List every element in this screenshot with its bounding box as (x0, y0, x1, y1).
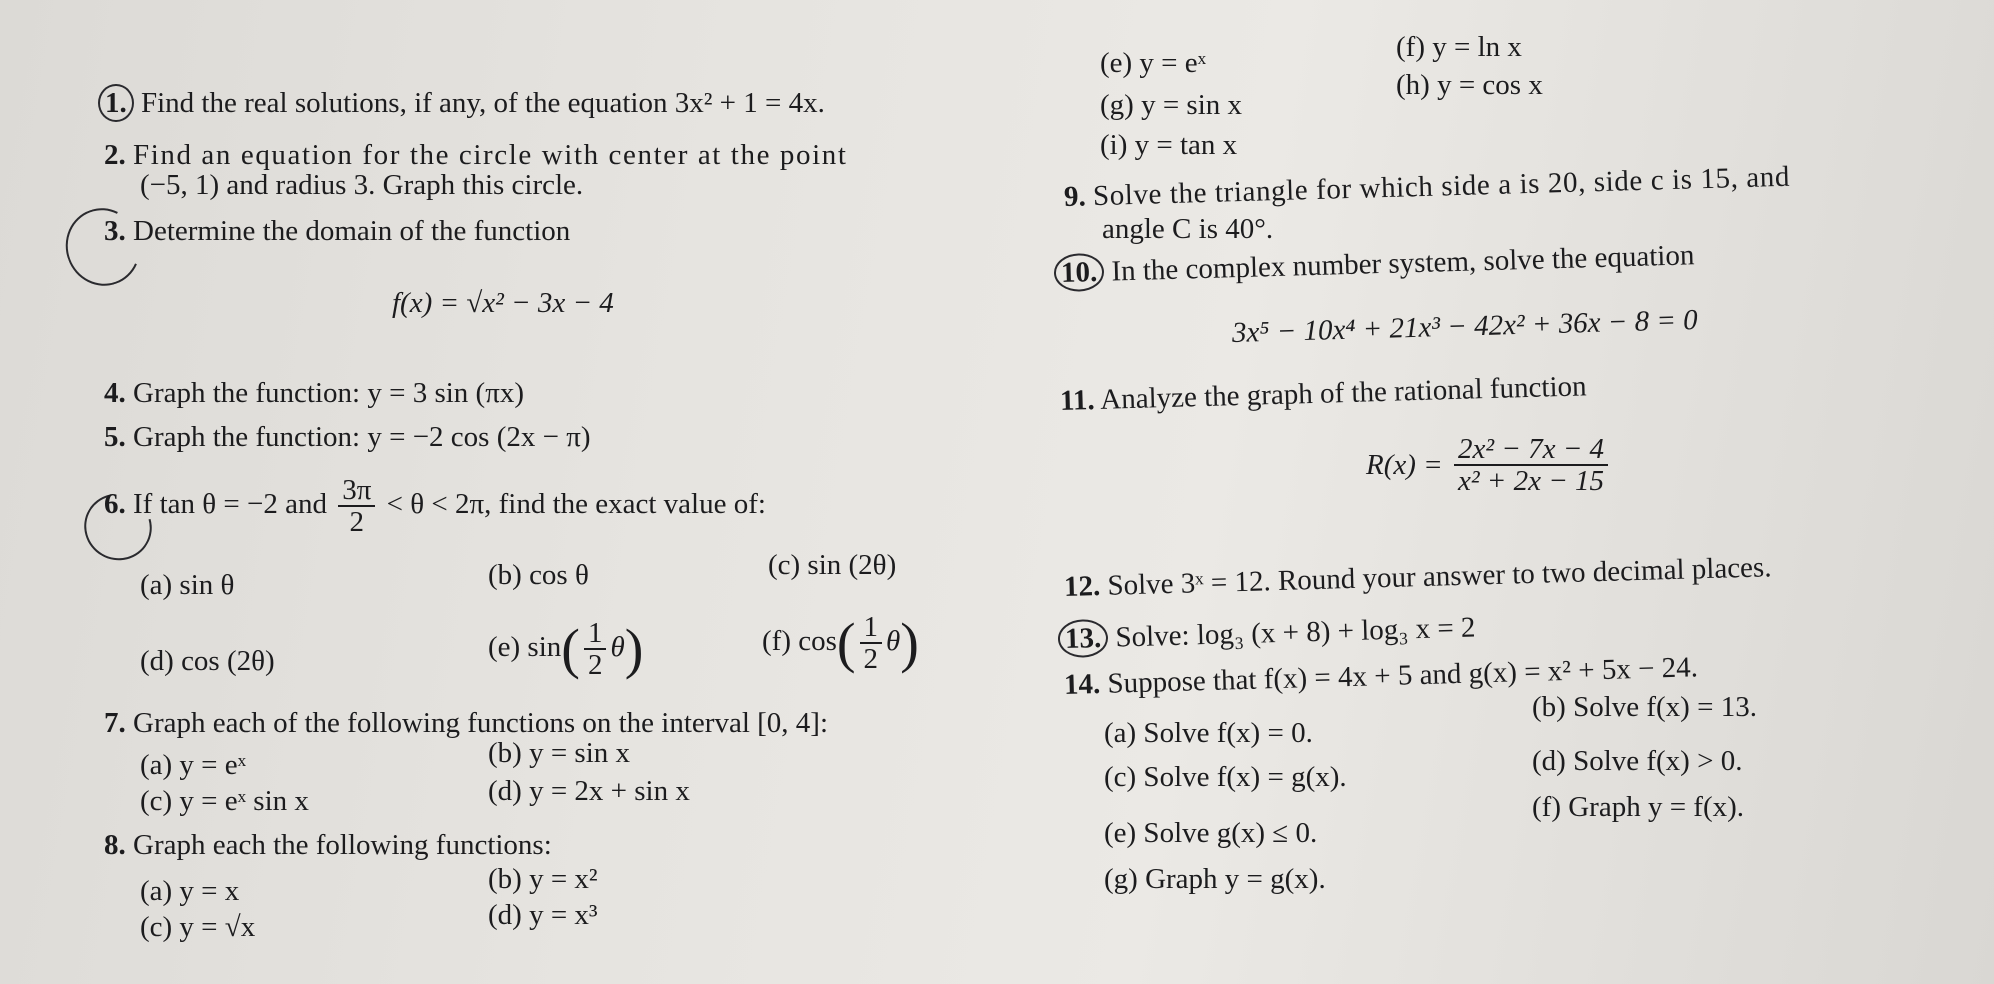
problem-text-tail: < θ < 2π, find the exact value of: (386, 488, 766, 520)
problem-8 (104, 828, 552, 862)
part-7c: (c) y = eˣ sin x (140, 785, 309, 817)
part-14g: (g) Graph y = g(x). (1104, 863, 1326, 895)
problem-6 (104, 474, 766, 537)
part-7b: (b) y = sin x (488, 737, 631, 769)
problem-number: 1. (98, 84, 134, 122)
problem-3 (104, 214, 570, 248)
problem-13 (1063, 609, 1475, 658)
problem-text: Find the real solutions, if any, of the equation 3x² + 1 = 4x. (141, 87, 825, 119)
part-6e: (e) sin( $\frac{1}{2}$ θ) (488, 617, 644, 682)
problem-text: Graph the function: y = −2 cos (2x − π) (133, 421, 591, 453)
rational-fraction (1454, 434, 1608, 496)
part-6a: (a) sin θ (140, 569, 235, 601)
problem-text: Graph each of the following functions on the interval [0, 4]: (133, 707, 828, 739)
domain-formula: f(x) = √x² − 3x − 4 (392, 287, 614, 319)
one-half: $\frac{1}{2}$ (860, 612, 883, 674)
part-6c: (c) sin (2θ) (768, 549, 897, 581)
problem-text: Analyze the graph of the rational function (1099, 370, 1587, 416)
problem-number: 5. (104, 421, 126, 453)
part-14d: (d) Solve f(x) > 0. (1532, 745, 1743, 777)
problem-text: In the complex number system, solve the equation (1111, 239, 1695, 288)
problem-number: 7. (104, 707, 126, 739)
part-6b: (b) cos θ (488, 559, 589, 591)
problem-4 (104, 376, 524, 410)
problem-number: 10. (1053, 253, 1104, 292)
fraction-numerator: 2x² − 7x − 4 (1454, 434, 1608, 466)
problem-text: Suppose that f(x) = 4x + 5 and g(x) = x² + 5x − 24. (1107, 651, 1699, 700)
polynomial-equation: 3x⁵ − 10x⁴ + 21x³ − 42x² + 36x − 8 = 0 (1231, 303, 1699, 349)
one-half: $\frac{1}{2}$ (584, 618, 607, 680)
part-14f: (f) Graph y = f(x). (1532, 791, 1745, 823)
part-14e: (e) Solve g(x) ≤ 0. (1104, 817, 1318, 849)
problem-text: Solve: log₃ (x + 8) + log₃ x = 2 (1115, 611, 1476, 654)
problem-9-line-1 (1064, 160, 1791, 214)
rational-function (1366, 434, 1612, 496)
part-8h: (h) y = cos x (1396, 69, 1543, 101)
problem-number: 14. (1063, 667, 1101, 701)
problem-text: Determine the domain of the function (133, 215, 571, 247)
problem-number: 4. (104, 377, 126, 409)
part-6f: (f) cos( $\frac{1}{2}$ θ) (762, 611, 919, 676)
part-8d: (d) y = x³ (488, 899, 598, 931)
problem-number: 13. (1057, 619, 1108, 658)
problem-number: 6. (104, 488, 126, 520)
part-8g: (g) y = sin x (1100, 89, 1243, 121)
fraction-numerator: 3π (338, 475, 375, 507)
part-8f: (f) y = ln x (1396, 31, 1522, 63)
part-14c: (c) Solve f(x) = g(x). (1104, 761, 1347, 793)
three-pi-over-two (338, 475, 375, 537)
problem-12 (1064, 550, 1772, 604)
problem-number: 11. (1059, 384, 1096, 417)
part-14b: (b) Solve f(x) = 13. (1532, 691, 1757, 723)
fraction-denominator: x² + 2x − 15 (1457, 465, 1605, 497)
problem-2-line-2: (−5, 1) and radius 3. Graph this circle. (140, 169, 584, 201)
problem-9-line-2: angle C is 40°. (1102, 213, 1274, 245)
problem-text: If tan θ = −2 and (133, 488, 327, 520)
problem-text: Graph each the following functions: (133, 829, 552, 861)
problem-7 (104, 706, 828, 740)
part-8i: (i) y = tan x (1100, 129, 1238, 161)
part-8c: (c) y = √x (140, 911, 256, 943)
problem-number: 12. (1063, 569, 1101, 603)
problem-1 (104, 84, 825, 122)
problem-number: 8. (104, 829, 126, 861)
problem-text: Find an equation for the circle with center at the point (133, 139, 848, 171)
part-label: (e) sin (488, 631, 562, 663)
part-6d: (d) cos (2θ) (140, 645, 275, 677)
part-8e: (e) y = eˣ (1100, 47, 1207, 79)
problem-text: Graph the function: y = 3 sin (πx) (133, 377, 525, 409)
function-lhs: R(x) = (1366, 449, 1443, 481)
problem-11 (1060, 369, 1587, 418)
part-8a: (a) y = x (140, 875, 240, 907)
part-7d: (d) y = 2x + sin x (488, 775, 690, 807)
problem-number: 3. (104, 215, 126, 247)
problem-text: Solve 3ˣ = 12. Round your answer to two decimal places. (1107, 551, 1772, 602)
problem-number: 9. (1063, 180, 1087, 213)
problem-5 (104, 420, 591, 454)
problem-text: Solve the triangle for which side a is 20, side c is 15, and (1092, 160, 1791, 213)
fraction-denominator: 2 (349, 506, 365, 539)
part-label: (f) cos (762, 625, 837, 657)
problem-2-line-1 (104, 138, 848, 172)
part-8b: (b) y = x² (488, 863, 598, 895)
problem-number: 2. (104, 139, 126, 171)
part-14a: (a) Solve f(x) = 0. (1104, 717, 1313, 749)
part-7a: (a) y = eˣ (140, 749, 247, 781)
